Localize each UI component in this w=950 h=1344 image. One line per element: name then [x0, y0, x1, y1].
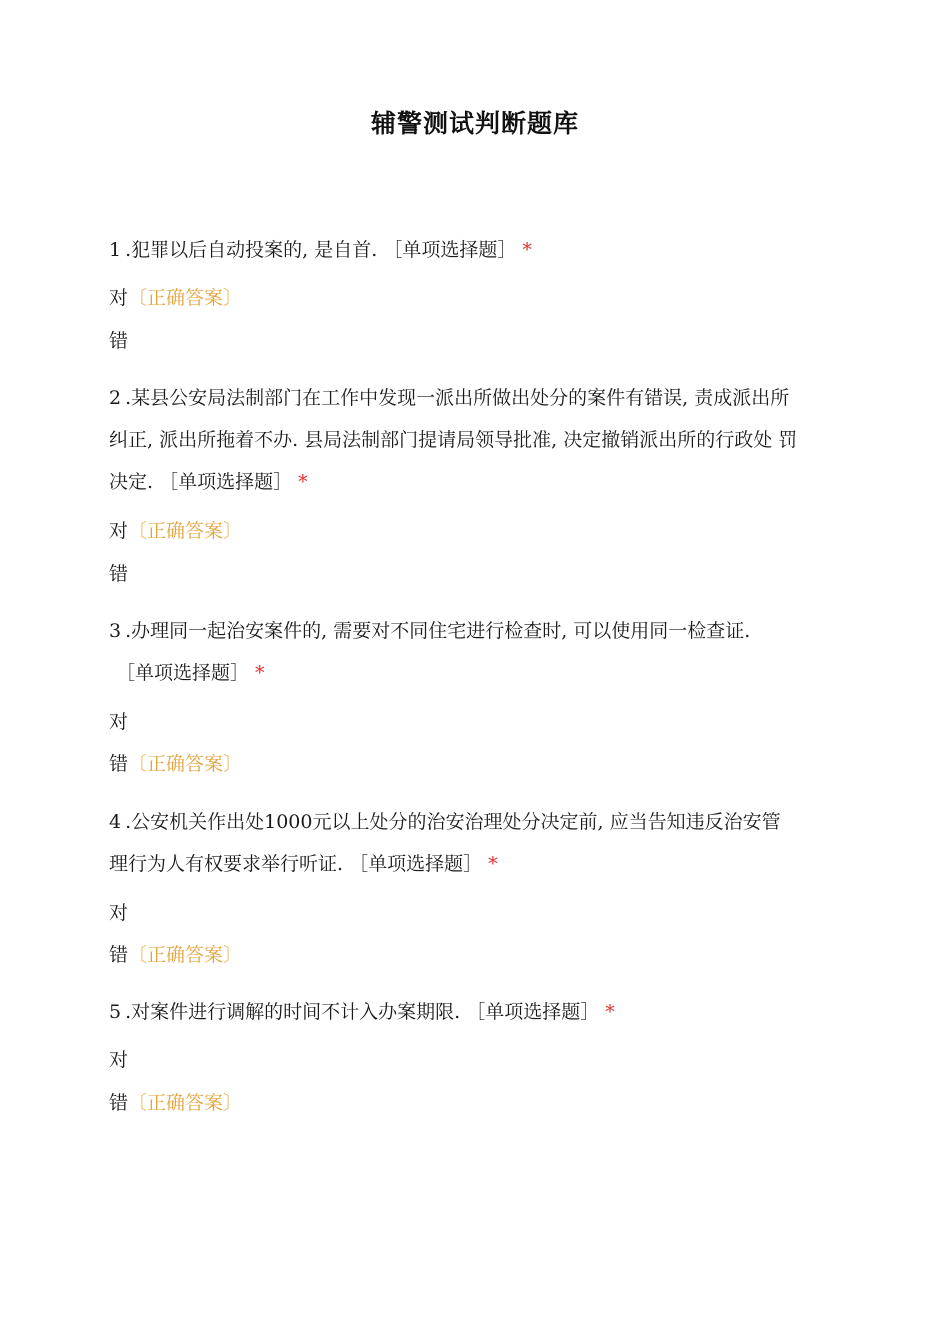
question-4-option-1 — [109, 901, 128, 925]
option-label: 对 — [109, 711, 129, 733]
option-label: 错 — [109, 330, 129, 352]
question-2-option-2 — [109, 562, 128, 586]
question-5-option-1 — [109, 1048, 128, 1072]
question-2-line-1 — [109, 386, 789, 410]
question-2-option-1 — [109, 519, 242, 543]
required-mark: * — [522, 239, 532, 261]
question-5-option-2 — [109, 1091, 242, 1115]
question-3-option-2 — [109, 752, 242, 776]
question-4-line-1 — [109, 810, 781, 834]
option-label: 错 — [109, 1092, 129, 1114]
question-1-line-1 — [109, 238, 532, 262]
question-5-line-1 — [109, 1000, 615, 1024]
option-label: 对 — [109, 520, 129, 542]
question-3-line-2 — [116, 661, 265, 685]
question-type-label: ［单项选择题］ — [349, 853, 483, 875]
question-4-number: 4 — [109, 811, 122, 833]
question-3-number: 3 — [109, 620, 122, 642]
question-2-text-2: 纠正, 派出所拖着不办. 县局法制部门提请局领导批准, 决定撤销派出所的行政处 罚 — [109, 429, 798, 451]
option-label: 对 — [109, 902, 129, 924]
question-2-number: 2 — [109, 387, 122, 409]
question-type-label: ［单项选择题］ — [466, 1001, 600, 1023]
question-3-line-1 — [109, 619, 750, 643]
required-mark: * — [605, 1001, 615, 1023]
correct-answer-marker: 〔正确答案〕 — [128, 1092, 243, 1114]
option-label: 错 — [109, 944, 129, 966]
question-1-number: 1 — [109, 239, 122, 261]
question-2-line-3 — [109, 470, 308, 494]
question-3-text: .办理同一起治安案件的, 需要对不同住宅进行检查时, 可以使用同一检查证. — [125, 620, 751, 642]
correct-answer-marker: 〔正确答案〕 — [128, 944, 243, 966]
required-mark: * — [255, 662, 265, 684]
question-2-line-2 — [109, 428, 797, 452]
question-4-option-2 — [109, 943, 242, 967]
question-4-text-1: .公安机关作出处1000元以上处分的治安治理处分决定前, 应当告知违反治安管 — [125, 811, 781, 833]
option-label: 对 — [109, 1049, 129, 1071]
question-5-number: 5 — [109, 1001, 122, 1023]
question-4-line-2 — [109, 852, 498, 876]
correct-answer-marker: 〔正确答案〕 — [128, 753, 243, 775]
correct-answer-marker: 〔正确答案〕 — [128, 287, 243, 309]
required-mark: * — [488, 853, 498, 875]
question-2-text-1: .某县公安局法制部门在工作中发现一派出所做出处分的案件有错误, 责成派出所 — [125, 387, 790, 409]
option-label: 错 — [109, 563, 129, 585]
correct-answer-marker: 〔正确答案〕 — [128, 520, 243, 542]
required-mark: * — [298, 471, 308, 493]
page-title: 辅警测试判断题库 — [370, 109, 579, 138]
option-label: 对 — [109, 287, 129, 309]
question-type-label: ［单项选择题］ — [383, 239, 517, 261]
question-5-text: .对案件进行调解的时间不计入办案期限. — [125, 1001, 461, 1023]
option-label: 错 — [109, 753, 129, 775]
question-4-text-2: 理行为人有权要求举行听证. — [109, 853, 344, 875]
question-3-option-1 — [109, 710, 128, 734]
question-2-text-3: 决定. — [109, 471, 154, 493]
question-1-option-2 — [109, 329, 128, 353]
question-1-option-1 — [109, 286, 242, 310]
question-type-label: ［单项选择题］ — [116, 662, 250, 684]
question-type-label: ［单项选择题］ — [159, 471, 293, 493]
question-1-text: .犯罪以后自动投案的, 是自首. — [125, 239, 378, 261]
